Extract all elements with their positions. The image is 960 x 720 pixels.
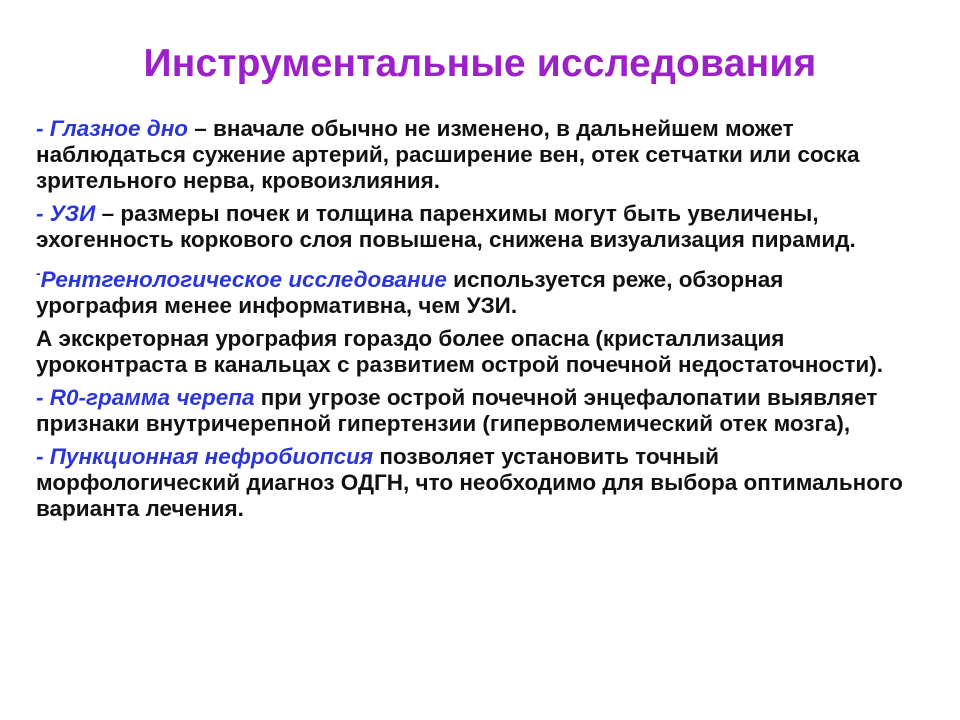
paragraph-excretory-text: А экскреторная урография гораздо более опасна (кристаллизация уроконтраста в канальцах с развитием острой почечной недостаточности). xyxy=(36,326,883,377)
paragraph-biopsy-text: позволяет установить точный морфологический диагноз ОДГН, что необходимо для выбора оптимального варианта лечения. xyxy=(36,444,903,521)
slide-title: Инструментальные исследования xyxy=(143,42,817,85)
paragraph-biopsy xyxy=(36,444,906,522)
paragraph-skull-xray xyxy=(36,385,906,437)
term-ultrasound: - УЗИ xyxy=(36,201,96,226)
dash-marker: - xyxy=(36,265,41,281)
paragraph-fundus xyxy=(36,116,906,194)
term-xray: Рентгенологическое исследование xyxy=(40,267,447,292)
slide-body xyxy=(36,116,906,529)
term-biopsy: - Пункционная нефробиопсия xyxy=(36,444,374,469)
paragraph-xray-text: используется реже, обзорная урография менее информативна, чем УЗИ. xyxy=(36,267,784,318)
term-fundus: - Глазное дно xyxy=(36,116,189,141)
paragraph-xray xyxy=(36,260,906,319)
term-skull-xray: - R0-грамма черепа xyxy=(36,385,255,410)
paragraph-ultrasound-text: – размеры почек и толщина паренхимы могут быть увеличены, эхогенность коркового слоя повышена, снижена визуализация пирамид. xyxy=(36,201,856,252)
paragraph-ultrasound xyxy=(36,201,906,253)
paragraph-excretory xyxy=(36,326,906,378)
paragraph-fundus-text: – вначале обычно не изменено, в дальнейшем может наблюдаться сужение артерий, расширение вен, отек сетчатки или соска зрительного нерва, кровоизлияния. xyxy=(36,116,860,193)
paragraph-skull-xray-text: при угрозе острой почечной энцефалопатии выявляет признаки внутричерепной гипертензии (гиперволемический отек мозга), xyxy=(36,385,878,436)
